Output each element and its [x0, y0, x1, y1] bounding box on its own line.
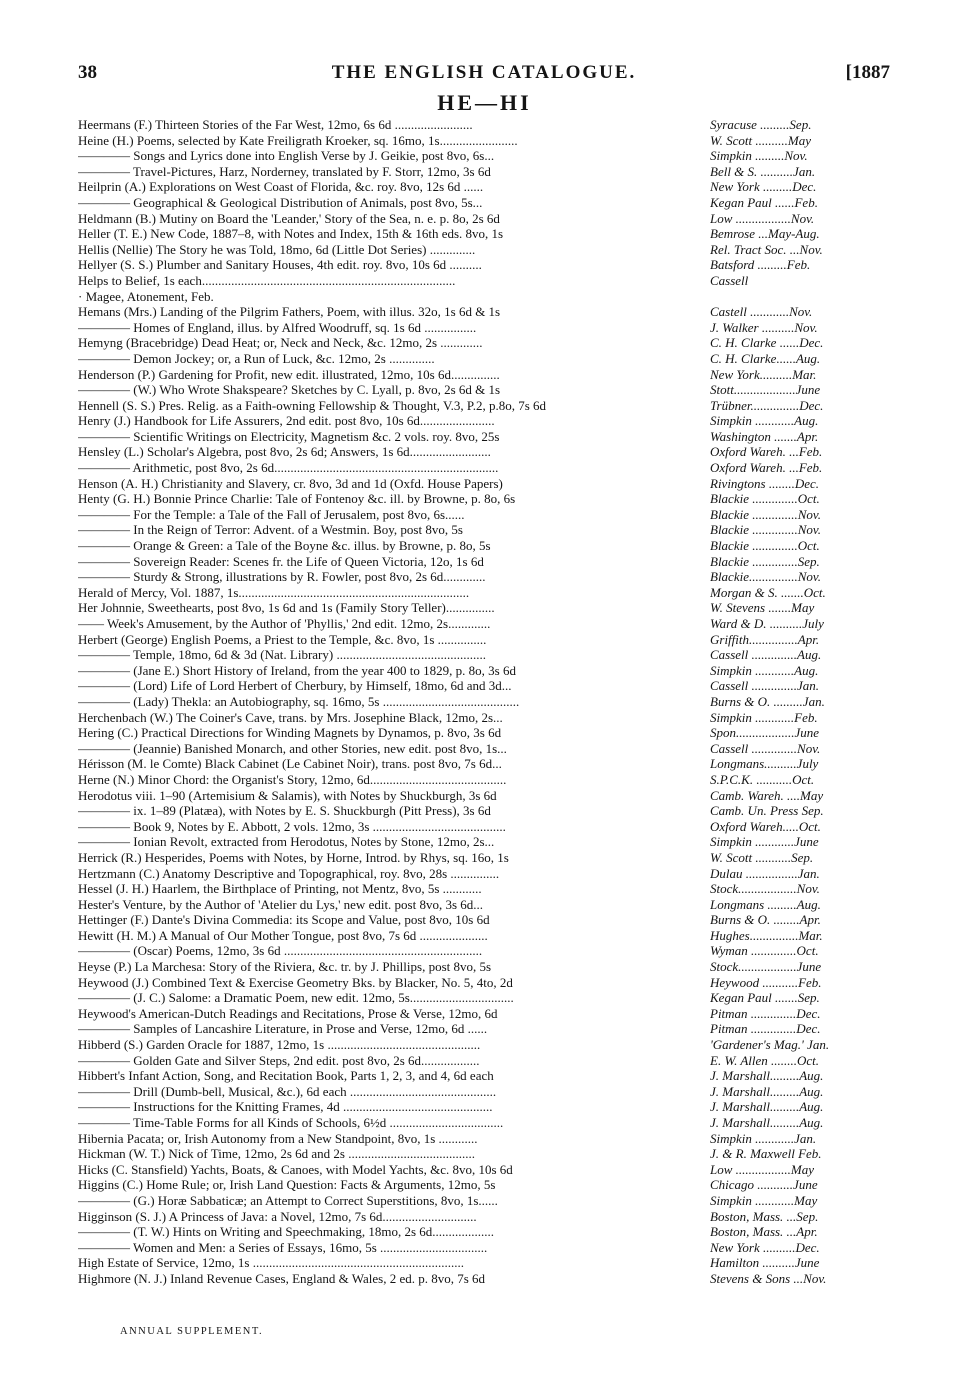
catalogue-entry — [78, 1099, 888, 1115]
entry-publisher: Cassell ..............Jan. — [710, 678, 820, 694]
entry-publisher: Stock..................June — [710, 959, 822, 975]
catalogue-entry — [78, 289, 888, 305]
entry-text: Heermans (F.) Thirteen Stories of the Far West, 12mo, 6s 6d ........................ — [78, 117, 473, 132]
entry-publisher: Blackie ..............Nov. — [710, 506, 821, 522]
entry-text: Henty (G. H.) Bonnie Prince Charlie: Tale of Fontenoy &c. ill. by Browne, p. 8o, 6s — [78, 491, 516, 507]
entry-text: High Estate of Service, 12mo, 1s ................................................................. — [78, 1255, 464, 1271]
entry-text: ———— (Jeannie) Banished Monarch, and other Stories, new edit. post 8vo, 1s... — [78, 740, 507, 756]
entry-publisher: Oxford Wareh.....Oct. — [710, 818, 821, 834]
entry-publisher: Spon..................June — [710, 725, 820, 741]
entry-text: Hellyer (S. S.) Plumber and Sanitary Houses, 4th edit. roy. 8vo, 10s 6d .......... — [78, 257, 482, 273]
entry-text: Hewitt (H. M.) A Manual of Our Mother Tongue, post 8vo, 7s 6d ..................... — [78, 927, 488, 943]
entry-publisher: Simpkin .........Nov. — [710, 148, 808, 164]
catalogue-entry — [78, 304, 888, 320]
entry-text: Heyse (P.) La Marchesa: Story of the Riviera, &c. tr. by J. Phillips, post 8vo, 5s — [78, 959, 492, 975]
entry-publisher: Bemrose ...May-Aug. — [710, 226, 820, 242]
entry-publisher: Low .................May — [710, 1161, 814, 1177]
catalogue-entry — [78, 943, 888, 959]
entry-text: ———— Geographical & Geological Distribution of Animals, post 8vo, 5s... — [78, 194, 483, 210]
entry-text: ———— (J. C.) Salome: a Dramatic Poem, new edit. 12mo, 5s................................ — [78, 990, 514, 1006]
catalogue-entry — [78, 335, 888, 351]
entry-publisher: W. Stevens .......May — [710, 600, 815, 616]
catalogue-entry — [78, 959, 888, 975]
catalogue-entry — [78, 725, 888, 741]
entry-publisher: J. Marshall.........Aug. — [710, 1115, 824, 1130]
entry-text: · Magee, Atonement, Feb. — [78, 288, 214, 304]
entry-publisher: J. Marshall.........Aug. — [710, 1099, 824, 1115]
page-header — [78, 62, 890, 88]
catalogue-entry — [78, 179, 888, 195]
entry-text: Helps to Belief, 1s each.............................................................................. — [78, 272, 456, 288]
entry-publisher: Stock..................Nov. — [710, 881, 820, 897]
catalogue-entry — [78, 226, 888, 242]
catalogue-entry — [78, 367, 888, 383]
entry-publisher: Blackie ..............Oct. — [710, 491, 820, 507]
entry-publisher: Cassell — [710, 272, 749, 288]
catalogue-entry — [78, 819, 888, 835]
catalogue-entry — [78, 1193, 888, 1209]
entry-text: Hellis (Nellie) The Story he was Told, 18mo, 6d (Little Dot Series) .............. — [78, 241, 476, 257]
catalogue-entry — [78, 398, 888, 414]
entry-publisher: Kegan Paul .......Sep. — [710, 990, 820, 1006]
entry-publisher: Pitman ..............Dec. — [710, 1005, 821, 1021]
entry-publisher: J. Walker ..........Nov. — [710, 319, 818, 335]
entry-text: ———— (G.) Horæ Sabbaticæ; an Attempt to Correct Superstitions, 8vo, 1s...... — [78, 1192, 498, 1208]
entry-publisher: Blackie ..............Sep. — [710, 553, 820, 569]
entry-text: ———— Sturdy & Strong, illustrations by R. Fowler, post 8vo, 2s 6d............. — [78, 569, 486, 585]
catalogue-entry — [78, 585, 888, 601]
entry-publisher: Syracuse .........Sep. — [710, 117, 812, 132]
catalogue-entry — [78, 413, 888, 429]
catalogue-entry — [78, 1255, 888, 1271]
entry-text: ———— Travel-Pictures, Harz, Norderney, translated by F. Storr, 12mo, 3s 6d — [78, 163, 491, 179]
catalogue-entry — [78, 1146, 888, 1162]
catalogue-entry — [78, 1131, 888, 1147]
catalogue-entry — [78, 148, 888, 164]
entry-publisher: Stevens & Sons ...Nov. — [710, 1270, 827, 1286]
entry-text: Hibberd (S.) Garden Oracle for 1887, 12mo, 1s ............................................... — [78, 1037, 481, 1053]
catalogue-entry — [78, 507, 888, 523]
entry-publisher: New York ..........Dec. — [710, 1239, 820, 1255]
entry-publisher: Ward & D. ..........July — [710, 616, 824, 631]
catalogue-entry — [78, 1209, 888, 1225]
entry-publisher: Camb. Un. Press Sep. — [710, 803, 824, 819]
entry-text: ———— In the Reign of Terror: Advent. of a Westmin. Boy, post 8vo, 5s — [78, 522, 463, 538]
entry-text: ———— (T. W.) Hints on Writing and Speechmaking, 18mo, 2s 6d................... — [78, 1224, 495, 1240]
entry-publisher: Dulau ................Jan. — [710, 865, 820, 881]
entry-publisher: Longmans..........July — [710, 756, 819, 772]
entry-publisher: Simpkin ............June — [710, 834, 819, 850]
catalogue-entry — [78, 351, 888, 367]
entry-text: ———— (Jane E.) Short History of Ireland, from the year 400 to 1829, p. 8o, 3s 6d — [78, 662, 516, 678]
entry-text: Hérisson (M. le Comte) Black Cabinet (Le Cabinet Noir), trans. post 8vo, 7s 6d... — [78, 756, 502, 772]
entry-publisher: Kegan Paul ......Feb. — [710, 194, 818, 210]
catalogue-entry — [78, 1021, 888, 1037]
entry-publisher: Castell ............Nov. — [710, 304, 813, 320]
entry-publisher: Cassell ..............Aug. — [710, 647, 822, 663]
catalogue-entry — [78, 897, 888, 913]
catalogue-entry — [78, 990, 888, 1006]
entry-publisher: Heywood ...........Feb. — [710, 974, 822, 990]
catalogue-entry — [78, 117, 888, 133]
entry-publisher: Morgan & S. .......Oct. — [710, 584, 826, 600]
catalogue-entry — [78, 772, 888, 788]
entry-text: Herne (N.) Minor Chord: the Organist's Story, 12mo, 6d.......................................... — [78, 771, 507, 787]
catalogue-entry — [78, 912, 888, 928]
entry-publisher: Simpkin ............Jan. — [710, 1130, 817, 1146]
entry-publisher: Oxford Wareh. ...Feb. — [710, 444, 823, 460]
catalogue-entry — [78, 975, 888, 991]
catalogue-entry — [78, 756, 888, 772]
entry-publisher: Low .................Nov. — [710, 210, 815, 226]
entry-text: ———— Scientific Writings on Electricity, Magnetism &c. 2 vols. roy. 8vo, 25s — [78, 428, 500, 444]
entry-publisher: New York..........Mar. — [710, 366, 817, 382]
entry-text: Herrick (R.) Hesperides, Poems with Notes, by Horne, Introd. by Rhys, sq. 16o, 1s — [78, 849, 509, 865]
entry-text: ———— Homes of England, illus. by Alfred Woodruff, sq. 1s 6d ................ — [78, 319, 477, 335]
catalogue-entry — [78, 788, 888, 804]
entry-text: Hennell (S. S.) Pres. Relig. as a Faith-owning Fellowship & Thought, V.3, P.2, p.8o, 7s 6d — [78, 397, 547, 413]
running-title: THE ENGLISH CATALOGUE. — [331, 62, 637, 83]
catalogue-entry — [78, 569, 888, 585]
entry-publisher: S.P.C.K. ...........Oct. — [710, 771, 815, 787]
entry-text: Higginson (S. J.) A Princess of Java: a Novel, 12mo, 7s 6d............................. — [78, 1208, 477, 1224]
entry-text: ———— For the Temple: a Tale of the Fall of Jerusalem, post 8vo, 6s...... — [78, 506, 465, 522]
entry-text: Herbert (George) English Poems, a Priest to the Temple, &c. 8vo, 1s ............... — [78, 631, 487, 647]
entry-publisher: Wyman ..............Oct. — [710, 943, 819, 959]
catalogue-entry — [78, 928, 888, 944]
entry-publisher: Boston, Mass. ...Sep. — [710, 1208, 819, 1224]
catalogue-entry — [78, 242, 888, 258]
entry-text: Heldmann (B.) Mutiny on Board the 'Leander,' Story of the Sea, n. e. p. 8o, 2s 6d — [78, 210, 500, 226]
entry-text: Hemans (Mrs.) Landing of the Pilgrim Fathers, Poem, with illus. 32o, 1s 6d & 1s — [78, 304, 501, 320]
entry-text: ———— Drill (Dumb-bell, Musical, &c.), 6d each ............................................. — [78, 1083, 497, 1099]
entry-text: ———— Samples of Lancashire Literature, in Prose and Verse, 12mo, 6d ...... — [78, 1021, 488, 1037]
entry-text: ———— (Oscar) Poems, 12mo, 3s 6d ............................................................. — [78, 943, 483, 959]
catalogue-entry — [78, 600, 888, 616]
entry-publisher: Longmans .........Aug. — [710, 896, 821, 912]
entry-publisher: Griffith...............Apr. — [710, 631, 820, 647]
entry-publisher: Batsford .........Feb. — [710, 257, 811, 273]
entry-text: Heywood's American-Dutch Readings and Recitations, Prose & Verse, 12mo, 6d — [78, 1005, 498, 1021]
entry-publisher: W. Scott ...........Sep. — [710, 849, 814, 865]
entry-text: Hester's Venture, by the Author of 'Atelier du Lys,' new edit. post 8vo, 3s 6d... — [78, 896, 484, 912]
entry-publisher: Simpkin ............Aug. — [710, 413, 819, 429]
entry-publisher: Hamilton ..........June — [710, 1255, 820, 1271]
entry-publisher: Cassell ..............Nov. — [710, 740, 821, 756]
entry-publisher: Washington .......Apr. — [710, 428, 819, 444]
entry-text: ———— (W.) Who Wrote Shakspeare? Sketches by C. Lyall, p. 8vo, 2s 6d & 1s — [78, 382, 501, 398]
entry-publisher: J. Marshall.........Aug. — [710, 1068, 824, 1084]
catalogue-entry — [78, 803, 888, 819]
entry-text: ———— Sovereign Reader: Scenes fr. the Life of Queen Victoria, 12o, 1s 6d — [78, 553, 484, 569]
catalogue-entry — [78, 444, 888, 460]
entry-publisher: Rel. Tract Soc. ...Nov. — [710, 241, 823, 257]
entry-publisher: Blackie...............Nov. — [710, 569, 821, 585]
entry-text: Her Johnnie, Sweethearts, post 8vo, 1s 6d and 1s (Family Story Teller)............... — [78, 600, 495, 616]
entry-text: Herodotus viii. 1–90 (Artemisium & Salamis), with Notes by Shuckburgh, 3s 6d — [78, 787, 497, 803]
entry-text: Hettinger (F.) Dante's Divina Commedia: its Scope and Value, post 8vo, 10s 6d — [78, 912, 490, 928]
catalogue-entry — [78, 678, 888, 694]
entry-publisher: J. & R. Maxwell Feb. — [710, 1146, 822, 1162]
entry-text: ———— Demon Jockey; or, a Run of Luck, &c. 12mo, 2s .............. — [78, 350, 435, 366]
entry-text: Hemyng (Bracebridge) Dead Heat; or, Neck and Neck, &c. 12mo, 2s ............. — [78, 335, 483, 351]
entry-text: ———— Songs and Lyrics done into English Verse by J. Geikie, post 8vo, 6s... — [78, 148, 495, 164]
catalogue-entry — [78, 522, 888, 538]
entry-publisher: Simpkin ............Feb. — [710, 709, 818, 725]
entry-text: ———— Ionian Revolt, extracted from Herodotus, Notes by Stone, 12mo, 2s... — [78, 834, 495, 850]
catalogue-entry — [78, 1162, 888, 1178]
catalogue-entry — [78, 476, 888, 492]
catalogue-entry — [78, 1006, 888, 1022]
catalogue-entry — [78, 320, 888, 336]
entry-text: Heine (H.) Poems, selected by Kate Freiligrath Kroeker, sq. 16mo, 1s........................ — [78, 132, 518, 148]
catalogue-entry — [78, 1084, 888, 1100]
catalogue-entry — [78, 632, 888, 648]
entry-publisher: Burns & O. .........Jan. — [710, 693, 825, 709]
catalogue-entry — [78, 616, 888, 632]
catalogue-entry — [78, 1053, 888, 1069]
catalogue-entry — [78, 429, 888, 445]
catalogue-entry — [78, 257, 888, 273]
catalogue-entry — [78, 663, 888, 679]
page-number: 38 — [78, 62, 97, 83]
catalogue-entry — [78, 1224, 888, 1240]
entry-text: ———— (Lord) Life of Lord Herbert of Cherbury, by Himself, 18mo, 6d and 3d... — [78, 678, 512, 694]
entry-publisher: Oxford Wareh. ...Feb. — [710, 460, 823, 476]
catalogue-entry — [78, 1240, 888, 1256]
entry-publisher: Trübner...............Dec. — [710, 397, 824, 413]
catalogue-entry — [78, 866, 888, 882]
entry-publisher: Camb. Wareh. ....May — [710, 787, 824, 803]
catalogue-entry — [78, 195, 888, 211]
catalogue-entry — [78, 1037, 888, 1053]
entry-publisher: W. Scott ..........May — [710, 132, 811, 148]
entry-publisher: C. H. Clarke......Aug. — [710, 350, 821, 366]
entry-publisher: C. H. Clarke ......Dec. — [710, 335, 824, 351]
entry-text: Hickman (W. T.) Nick of Time, 12mo, 2s 6d and 2s ....................................... — [78, 1146, 475, 1162]
entry-publisher: Boston, Mass. ...Apr. — [710, 1224, 818, 1240]
entry-text: Henderson (P.) Gardening for Profit, new edit. illustrated, 12mo, 10s 6d............... — [78, 366, 500, 382]
catalogue-entry — [78, 211, 888, 227]
entry-text: Hibernia Pacata; or, Irish Autonomy from a New Standpoint, 8vo, 1s ............ — [78, 1130, 478, 1146]
entry-text: Henry (J.) Handbook for Life Assurers, 2nd edit. post 8vo, 10s 6d....................... — [78, 413, 495, 429]
catalogue-entry — [78, 1177, 888, 1193]
entry-publisher: Pitman ..............Dec. — [710, 1021, 821, 1037]
entry-publisher: Blackie ..............Nov. — [710, 522, 821, 538]
catalogue-entry — [78, 133, 888, 149]
entry-publisher: Stott...................June — [710, 382, 821, 398]
entry-text: ———— Arithmetic, post 8vo, 2s 6d..................................................................... — [78, 460, 499, 476]
footer-signature: ANNUAL SUPPLEMENT. — [120, 1326, 264, 1337]
entry-text: Herald of Mercy, Vol. 1887, 1s....................................................................... — [78, 584, 470, 600]
entry-text: Heller (T. E.) New Code, 1887–8, with Notes and Index, 15th & 16th eds. 8vo, 1s — [78, 226, 504, 242]
catalogue-entry — [78, 1068, 888, 1084]
entry-text: Henson (A. H.) Christianity and Slavery, cr. 8vo, 3d and 1d (Oxfd. House Papers) — [78, 475, 503, 491]
entry-publisher: Rivingtons ........Dec. — [710, 475, 820, 491]
entry-text: ———— Golden Gate and Silver Steps, 2nd edit. post 8vo, 2s 6d.................. — [78, 1052, 480, 1068]
entry-text: ———— ix. 1–89 (Platæa), with Notes by E. S. Shuckburgh (Pitt Press), 3s 6d — [78, 803, 491, 819]
catalogue-entry — [78, 460, 888, 476]
entry-publisher: J. Marshall.........Aug. — [710, 1083, 824, 1099]
entry-text: Hensley (L.) Scholar's Algebra, post 8vo, 2s 6d; Answers, 1s 6d......................... — [78, 444, 491, 460]
entry-publisher: Burns & O. ........Apr. — [710, 912, 821, 928]
entry-publisher: E. W. Allen ........Oct. — [710, 1052, 820, 1068]
entry-publisher: Bell & S. ..........Jan. — [710, 163, 816, 179]
year-label: [1887 — [845, 62, 890, 83]
catalogue-entry — [78, 834, 888, 850]
entry-text: Highmore (N. J.) Inland Revenue Cases, England & Wales, 2 ed. p. 8vo, 7s 6d — [78, 1270, 486, 1286]
entry-text: Hertzmann (C.) Anatomy Descriptive and Topographical, roy. 8vo, 28s ............... — [78, 865, 500, 881]
catalogue-entry — [78, 273, 888, 289]
entry-publisher: Simpkin ............Aug. — [710, 662, 819, 678]
catalogue-entry — [78, 1271, 888, 1287]
catalogue-entry — [78, 538, 888, 554]
entry-text: Heywood (J.) Combined Text & Exercise Geometry Bks. by Blacker, No. 5, 4to, 2d — [78, 974, 513, 990]
catalogue-entry — [78, 694, 888, 710]
catalogue-entry — [78, 382, 888, 398]
entry-text: Higgins (C.) Home Rule; or, Irish Land Question: Facts & Arguments, 12mo, 5s — [78, 1177, 496, 1193]
entry-text: Hering (C.) Practical Directions for Winding Magnets by Dynamos, p. 8vo, 3s 6d — [78, 725, 502, 741]
entry-publisher: Blackie ..............Oct. — [710, 538, 820, 554]
entry-text: ———— Time-Table Forms for all Kinds of Schools, 6½d ................................... — [78, 1115, 504, 1130]
entry-text: ———— Women and Men: a Series of Essays, 16mo, 5s ................................. — [78, 1239, 488, 1255]
entry-text: —— Week's Amusement, by the Author of 'Phyllis,' 2nd edit. 12mo, 2s............. — [78, 616, 491, 631]
entry-publisher: 'Gardener's Mag.' Jan. — [710, 1037, 830, 1053]
entry-text: Heilprin (A.) Explorations on West Coast of Florida, &c. roy. 8vo, 12s 6d ...... — [78, 179, 484, 195]
entry-text: Hibbert's Infant Action, Song, and Recitation Book, Parts 1, 2, 3, and 4, 6d each — [78, 1068, 494, 1084]
entry-text: ———— (Lady) Thekla: an Autobiography, sq. 16mo, 5s .......................................... — [78, 693, 520, 709]
entry-publisher: New York .........Dec. — [710, 179, 817, 195]
section-heading: HE—HI — [437, 90, 532, 115]
catalogue-entry — [78, 647, 888, 663]
entry-text: Herchenbach (W.) The Coiner's Cave, trans. by Mrs. Josephine Black, 12mo, 2s... — [78, 709, 503, 725]
catalogue-entry — [78, 554, 888, 570]
catalogue-entry — [78, 491, 888, 507]
entry-text: ———— Orange & Green: a Tale of the Boyne &c. illus. by Browne, p. 8o, 5s — [78, 538, 491, 554]
entry-publisher: Simpkin ............May — [710, 1192, 818, 1208]
entry-publisher: Hughes...............Mar. — [710, 927, 823, 943]
catalogue-entry — [78, 850, 888, 866]
entry-text: Hessel (J. H.) Haarlem, the Birthplace of Printing, not Mentz, 8vo, 5s ............ — [78, 881, 482, 897]
catalogue-entry — [78, 1115, 888, 1131]
catalogue-entry — [78, 710, 888, 726]
entry-text: ———— Instructions for the Knitting Frames, 4d .............................................. — [78, 1099, 493, 1115]
catalogue-entry — [78, 164, 888, 180]
entry-publisher — [710, 289, 888, 305]
catalogue-entry — [78, 741, 888, 757]
catalogue-entry — [78, 881, 888, 897]
entry-text: ———— Temple, 18mo, 6d & 3d (Nat. Library) .............................................. — [78, 647, 486, 663]
entry-text: ———— Book 9, Notes by E. Abbott, 2 vols. 12mo, 3s ......................................... — [78, 818, 506, 834]
catalogue-entries — [78, 117, 888, 1287]
entry-publisher: Chicago ...........June — [710, 1177, 818, 1193]
entry-text: Hicks (C. Stansfield) Yachts, Boats, & Canoes, with Model Yachts, &c. 8vo, 10s 6d — [78, 1161, 513, 1177]
